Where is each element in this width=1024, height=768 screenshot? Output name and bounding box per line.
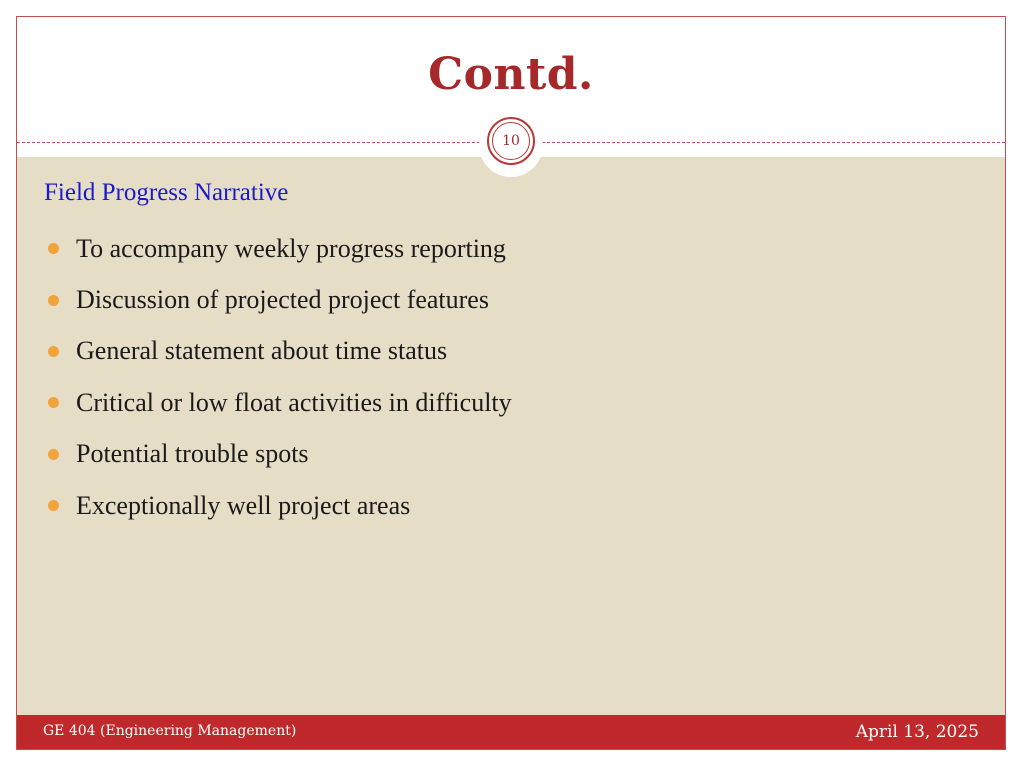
list-item bbox=[47, 377, 512, 428]
list-item bbox=[47, 223, 512, 274]
slide bbox=[16, 16, 1006, 750]
list-item-text: Critical or low float activities in difficulty bbox=[76, 387, 512, 417]
slide-title: Contd. bbox=[428, 49, 594, 100]
footer-course: GE 404 (Engineering Management) bbox=[43, 723, 297, 739]
section-subtitle: Field Progress Narrative bbox=[44, 179, 289, 206]
list-item-text: To accompany weekly progress reporting bbox=[76, 233, 506, 263]
list-item-text: General statement about time status bbox=[76, 336, 448, 366]
list-item-text: Exceptionally well project areas bbox=[76, 490, 411, 520]
list-item bbox=[47, 429, 512, 480]
footer-bar bbox=[17, 715, 1005, 750]
bullet-dot-icon bbox=[48, 449, 59, 460]
list-item-text: Potential trouble spots bbox=[76, 439, 309, 469]
bullet-dot-icon bbox=[48, 500, 59, 511]
slide-number: 10 bbox=[492, 122, 530, 160]
slide-number-badge bbox=[487, 117, 535, 165]
list-item bbox=[47, 480, 512, 531]
footer-date: April 13, 2025 bbox=[855, 722, 979, 742]
bullet-dot-icon bbox=[48, 346, 59, 357]
bullet-dot-icon bbox=[48, 295, 59, 306]
list-item bbox=[47, 326, 512, 377]
bullet-dot-icon bbox=[48, 243, 59, 254]
bullet-dot-icon bbox=[48, 397, 59, 408]
list-item-text: Discussion of projected project features bbox=[76, 285, 489, 315]
list-item bbox=[47, 274, 512, 325]
bullet-list bbox=[47, 223, 512, 531]
